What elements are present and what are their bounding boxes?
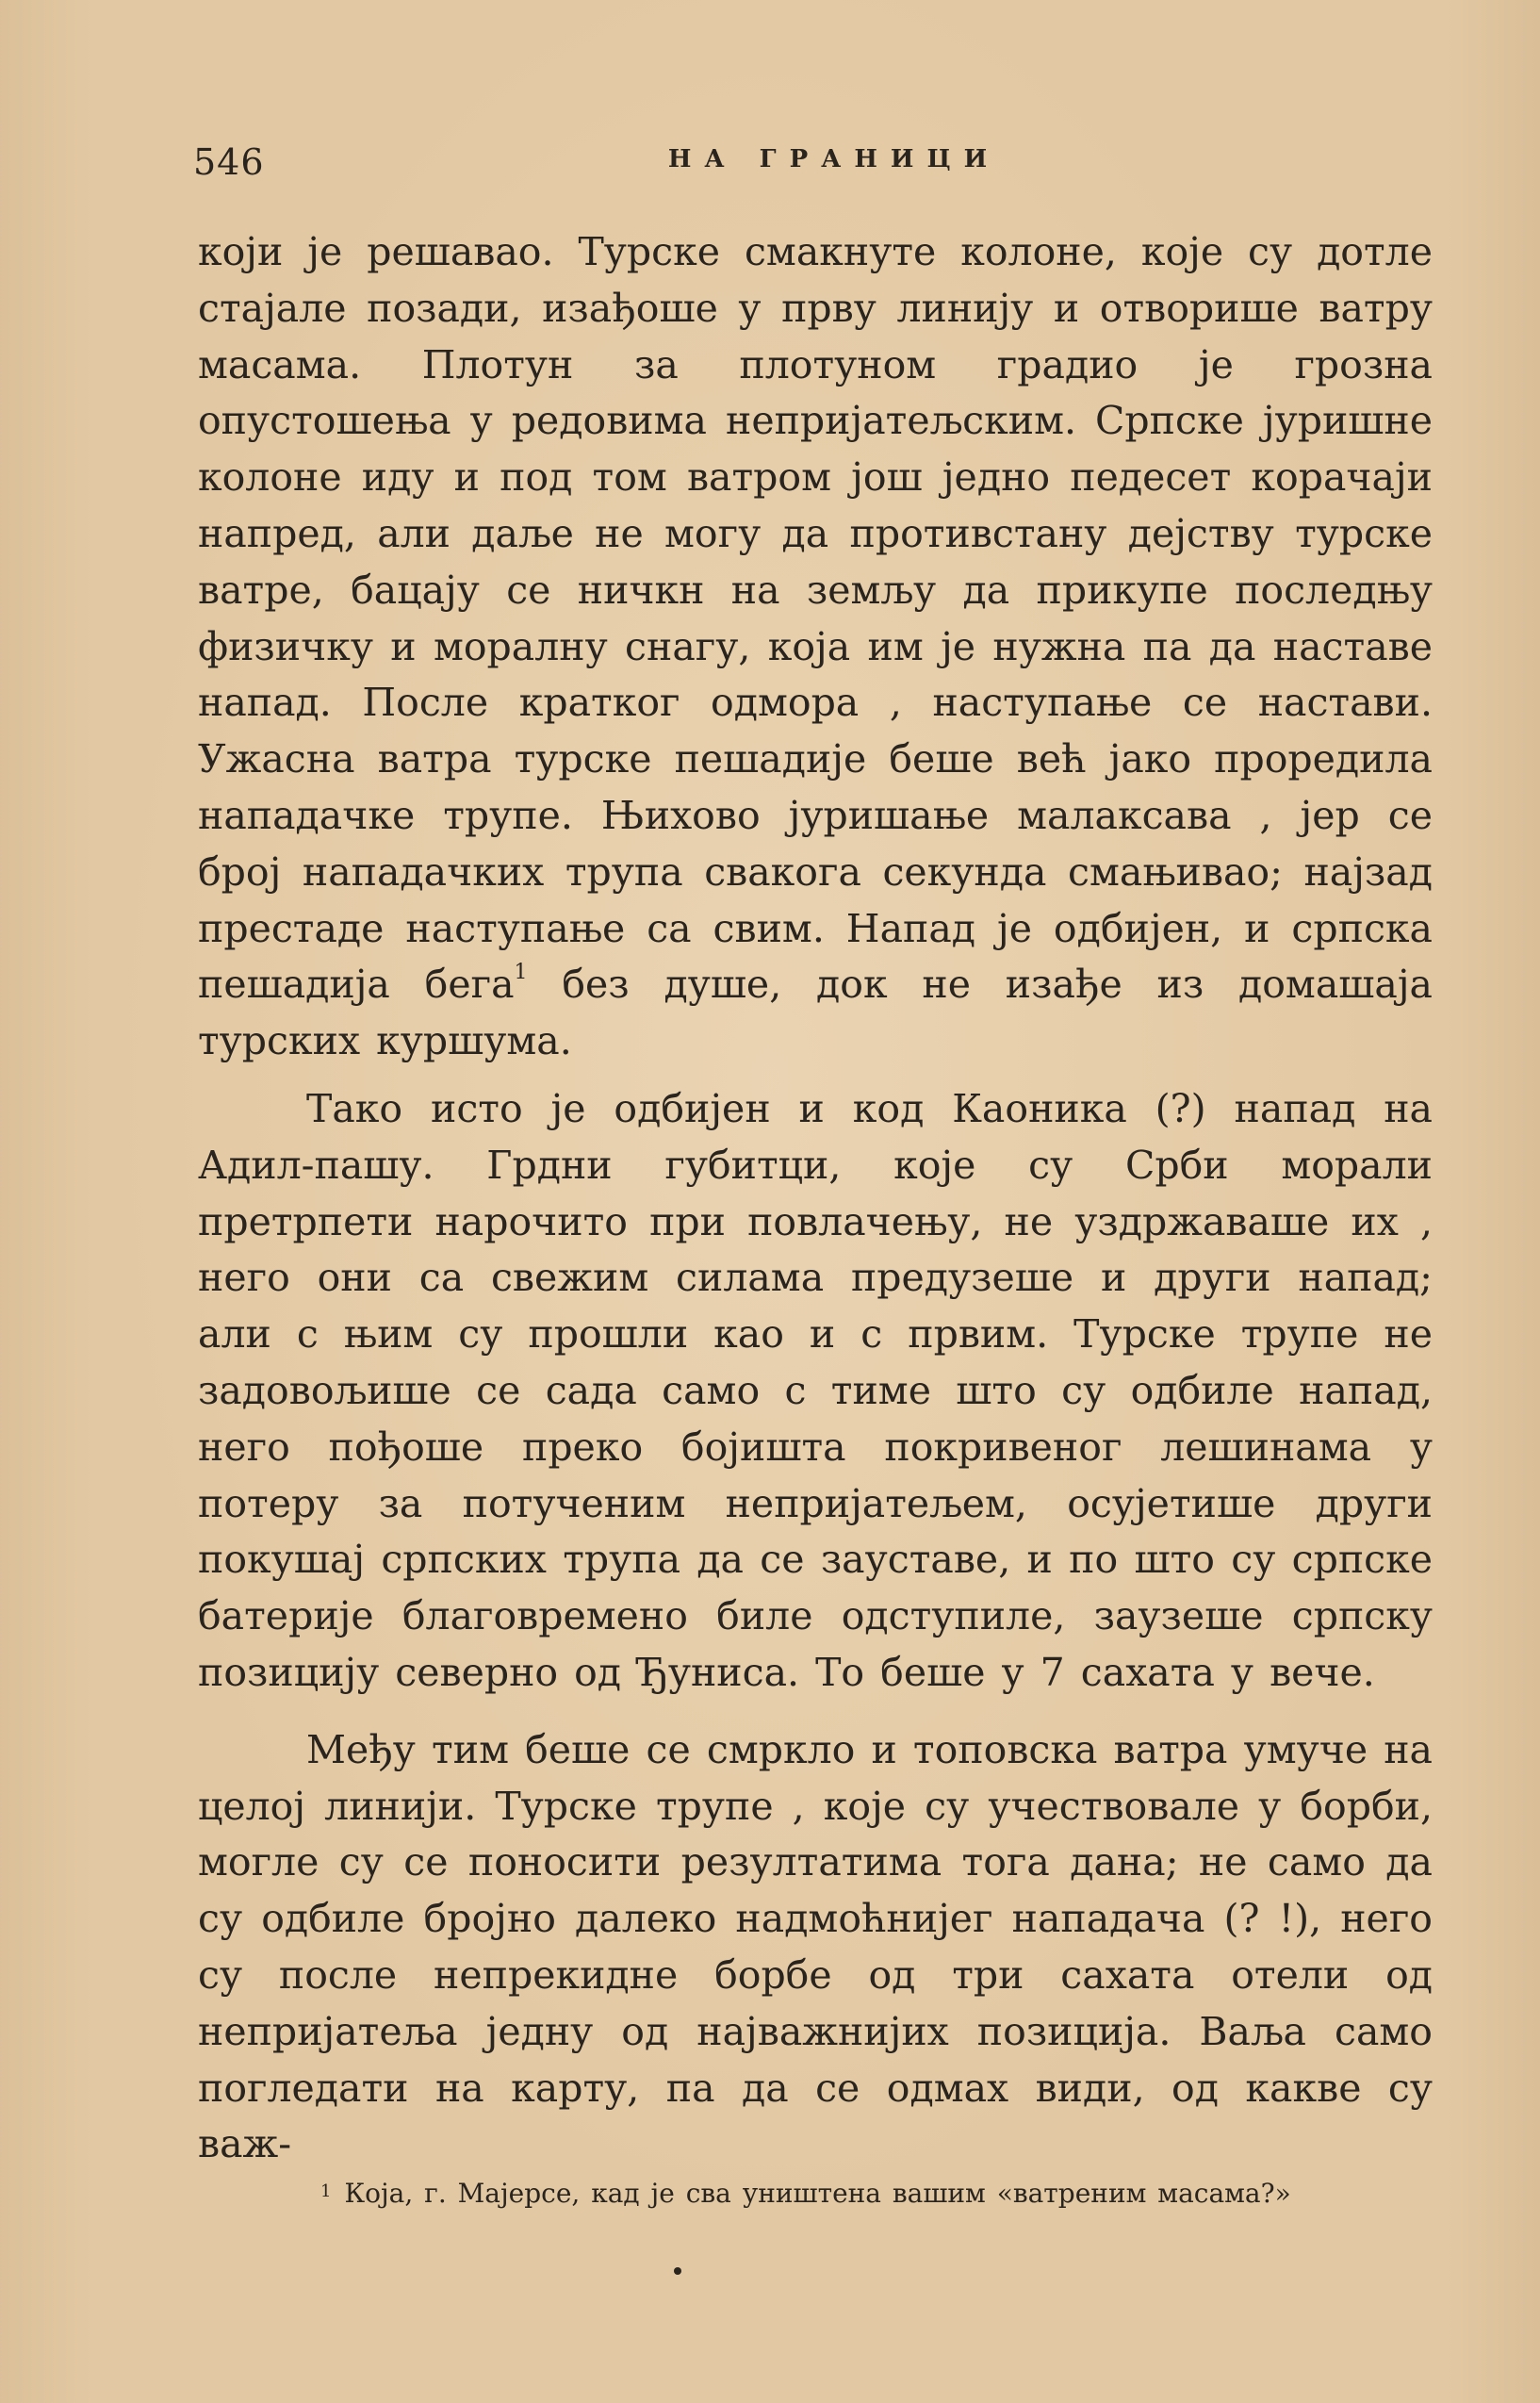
footnote-text: Која, г. Мајерсе, кад је сва уништена вашим «ватреним масама?»: [344, 2178, 1291, 2209]
page-header: [193, 141, 1437, 189]
footnote-mark: 1: [320, 2181, 332, 2201]
footnote: [320, 2173, 1404, 2213]
footer-dot-ornament: [674, 2267, 681, 2275]
paragraph-1: [198, 224, 1433, 1070]
paragraph-1-text-continued: без душе, док не изађе из домашаја турских куршума.: [198, 962, 1433, 1064]
page-number: 546: [193, 141, 265, 183]
paragraph-1-text: који је решавао. Турске смакнуте колоне, које су дотле стајале позади, изађоше у прву линију и отворише ватру масама. Плотун за плотуном градио је грозна опустошења у редовима непријатељским. Српске јуришне колоне иду и под том ватром још једно педесет корачаји напред, али даље не могу да противстану дејству турске ватре, бацају се ничкн на земљу да прикупе последњу физичку и моралну снагу, која им је нужна па да наставе напад. После кратког одмора , наступање се настави. Ужасна ватра турске пешадије беше већ јако проредила нападачке трупе. Њихово јуришање малаксава , јер се број нападачких трупа свакога секунда смањивао; најзад престаде наступање са свим. Напад је одбијен, и српска пешадија бега: [198, 229, 1433, 1008]
body-text: [198, 224, 1433, 2173]
paragraph-3: Међу тим беше се смркло и топовска ватра умуче на целој линији. Турске трупе , које су учествовале у борби, могле су се поносити резултатима тога дана; не само да су одбиле бројно далеко надмоћнијег нападача (? !), него су после непрекидне борбе од три сахата отели од непријатеља једну од најважнијих позиција. Ваља само погледати на карту, па да се одмах види, од какве су важ-: [198, 1726, 1433, 2167]
running-title: НА ГРАНИЦИ: [667, 145, 1001, 173]
paragraph-2: Тако исто је одбијен и код Каоника (?) напад на Адил-пашу. Грдни губитци, које су Срби морали претрпети нарочито при повлачењу, не уздржаваше их , него они са свежим силама предузеше и други напад; али с њим су прошли као и с првим. Турске трупе не задовољише се сада само с тиме што су одбиле напад, него пођоше преко бојишта покривеног лешинама у потеру за потученим непријатељем, осујетише други покушај српских трупа да се зауставе, и по што су српске батерије благовремено биле одступиле, заузеше српску позицију северно од Ђуниса. То беше у 7 сахата у вече.: [198, 1085, 1433, 1695]
footnote-reference: 1: [514, 961, 528, 985]
